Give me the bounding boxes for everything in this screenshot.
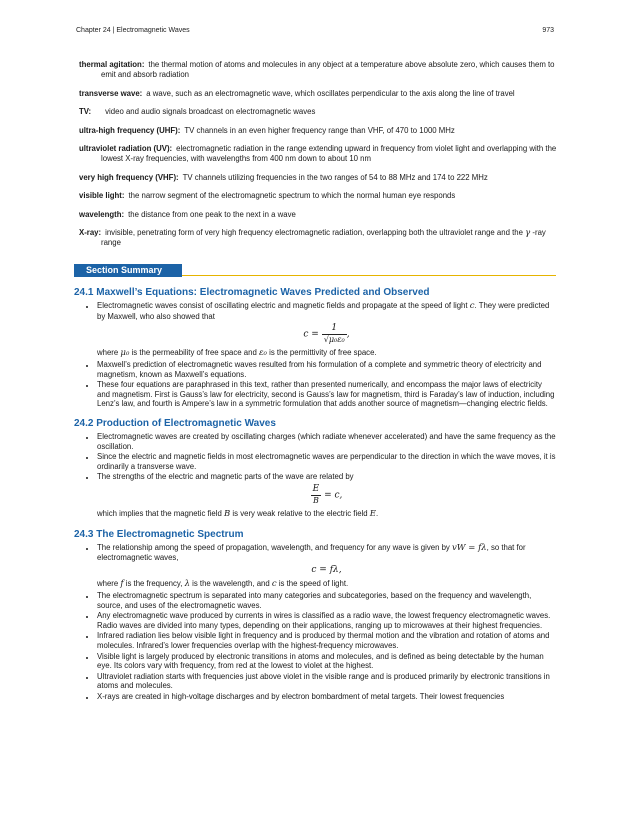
wavelength-symbol: λ [184, 579, 190, 590]
bullet-text: The strengths of the electric and magnetic parts of the wave are related by [97, 472, 354, 482]
page-header [76, 27, 554, 34]
list-item [96, 472, 556, 519]
equation-wave-relation: c = fλ, [311, 564, 342, 575]
glossary-term: wavelength: [79, 209, 125, 219]
glossary-definition: the distance from one peak to the next in a wave [128, 209, 296, 219]
equation-note [97, 579, 556, 590]
equation-tail: , [346, 329, 350, 340]
glossary-term: transverse wave: [79, 88, 143, 98]
list-item: • The electromagnetic spectrum is separated into many categories and subcategories, based on the frequency and wavelength, source, and uses of the electromagnetic waves. [96, 591, 556, 610]
bullet-text-tail: , so that for electromagnetic waves, [97, 542, 526, 563]
equation-note [97, 348, 556, 359]
note-text: is the permittivity of free space. [269, 348, 377, 358]
glossary-term: visible light: [79, 191, 125, 200]
glossary-definition: TV channels utilizing frequencies in the two ranges of 54 to 88 MHz and 174 to 222 MHz [182, 172, 488, 182]
glossary-term: very high frequency (VHF): [79, 172, 179, 182]
note-text: is the permeability of free space and [131, 348, 257, 358]
magnetic-field-symbol: B [223, 509, 231, 520]
note-text: . [376, 509, 379, 519]
bullet-list [74, 301, 556, 409]
list-item: • Ultraviolet radiation starts with frequencies just above violet in the visible range and is produced primarily by electronic transitions in atoms and molecules. [96, 672, 556, 691]
list-item: • Any electromagnetic wave produced by currents in wires is classified as a radio wave, the lowest frequency electromagnetic waves. Radio waves are divided into many types, depending on their applications, ranging up to microwaves at their highest frequencies. [96, 611, 556, 630]
glossary-definition-tail: -ray range [101, 228, 546, 247]
glossary-definition: video and audio signals broadcast on electromagnetic waves [105, 107, 316, 116]
equation-numerator: E [312, 483, 320, 494]
glossary-term: X-ray: [79, 228, 102, 237]
gamma-symbol: γ [525, 228, 531, 238]
chapter-title: Chapter 24 | Electromagnetic Waves [76, 27, 190, 34]
list-item: • Infrared radiation lies below visible light in frequency and is produced by thermal motion and the vibration and rotation of atoms and molecules. Infrared’s lower frequencies overlap with the highest-frequency microwaves. [96, 631, 556, 650]
note-text: where [97, 348, 119, 358]
subsection-title: 24.2 Production of Electromagnetic Waves [74, 417, 276, 429]
bullet-text-tail: . They were predicted by Maxwell, who also showed that [97, 301, 550, 321]
list-item [96, 543, 556, 590]
speed-of-light-symbol: c [469, 301, 475, 311]
section-summary-title: Section Summary [74, 264, 182, 277]
equation-numerator: 1 [322, 324, 347, 335]
list-item: • Visible light is largely produced by electronic transitions in atoms and molecules, and is defined as being detectable by the human eye. Its colors vary with frequency, from red at the lowest to violet at the highest. [96, 652, 556, 671]
glossary-entry [79, 144, 559, 164]
note-text: is very weak relative to the electric field [232, 509, 368, 519]
page-number: 973 [542, 27, 554, 34]
mu0-symbol: μ₀ [120, 348, 130, 359]
glossary-entry [79, 191, 559, 201]
glossary-term: thermal agitation: [79, 60, 145, 69]
equation-fraction [322, 324, 347, 344]
equation-note [97, 509, 556, 520]
electric-field-symbol: E [369, 509, 376, 520]
glossary-entry [79, 60, 559, 80]
note-text: is the speed of light. [278, 579, 349, 589]
note-text: where [97, 579, 119, 589]
list-item: • Electromagnetic waves are created by oscillating charges (which radiate whenever accelerated) and have the same frequency as the oscillation. [96, 432, 556, 451]
glossary-term: ultraviolet radiation (UV): [79, 144, 173, 153]
glossary-definition: the narrow segment of the electromagnetic spectrum to which the normal human eye responds [128, 191, 456, 200]
note-text: which implies that the magnetic field [97, 509, 222, 519]
subsection-title: 24.1 Maxwell’s Equations: Electromagnetic Waves Predicted and Observed [74, 287, 430, 298]
list-item: • These four equations are paraphrased in this text, rather than presented numerically, and encompass the major laws of electricity and magnetism. First is Gauss’s law for electricity, second is Gauss’s law for magnetism, third is Faraday’s law of induction, including Lenz’s law, and fourth is Ampere’s law in a symmetric formulation that adds another source of magnetism—changing electric fields. [96, 380, 556, 409]
subsection-title: 24.3 The Electromagnetic Spectrum [74, 528, 244, 540]
equation-denominator: √μ₀ε₀ [323, 334, 345, 344]
frequency-symbol: f [120, 579, 124, 590]
glossary-definition: invisible, penetrating form of very high frequency electromagnetic radiation, overlapping both the ultraviolet range and the [105, 228, 523, 237]
bullet-text: Electromagnetic waves consist of oscillating electric and magnetic fields and propagate at the speed of light [97, 301, 468, 310]
note-text: is the wavelength, and [192, 579, 270, 589]
section-summary-header [74, 264, 556, 277]
bullet-text: The relationship among the speed of propagation, wavelength, and frequency for any wave is given by [97, 542, 450, 552]
equation-field-ratio [97, 485, 556, 505]
glossary-definition: the thermal motion of atoms and molecules in any object at a temperature above absolute zero, which causes them to emit and absorb radiation [101, 60, 555, 79]
glossary-entry [79, 126, 559, 136]
section-summary [74, 287, 556, 703]
glossary-list [79, 60, 559, 257]
section-rule [182, 275, 556, 277]
list-item [96, 301, 556, 359]
glossary-definition: a wave, such as an electromagnetic wave, which oscillates perpendicular to the axis along the line of travel [146, 88, 515, 98]
list-item: • X-rays are created in high-voltage discharges and by electron bombardment of metal targets. Their lowest frequencies [96, 692, 556, 702]
equation-tail: = c, [324, 490, 343, 501]
bullet-list [74, 543, 556, 702]
speed-of-light-symbol: c [271, 579, 277, 590]
glossary-term: ultra-high frequency (UHF): [79, 125, 181, 135]
epsilon0-symbol: ε₀ [258, 348, 267, 359]
glossary-entry [79, 107, 559, 117]
list-item: • Since the electric and magnetic fields in most electromagnetic waves are perpendicular to the direction in which the wave moves, it is ordinarily a transverse wave. [96, 452, 556, 471]
equation-lhs: c = [303, 329, 319, 340]
equation-denominator: B [312, 495, 319, 505]
equation-fraction [311, 485, 322, 505]
list-item: • Maxwell’s prediction of electromagnetic waves resulted from his formulation of a complete and symmetric theory of electricity and magnetism, known as Maxwell’s equations. [96, 360, 556, 379]
note-text: is the frequency, [125, 579, 183, 589]
glossary-entry [79, 89, 559, 99]
glossary-term: TV: [79, 107, 92, 116]
glossary-entry [79, 210, 559, 220]
wave-equation-inline: vW = fλ [452, 542, 487, 553]
equation-speed-of-light [97, 324, 556, 344]
glossary-definition: electromagnetic radiation in the range extending upward in frequency from violet light and overlapping with the lowest X-ray frequencies, with wavelengths from 400 nm down to about 10 nm [101, 144, 557, 163]
glossary-entry [79, 173, 559, 183]
glossary-definition: TV channels in an even higher frequency range than VHF, of 470 to 1000 MHz [184, 125, 455, 135]
bullet-list [74, 432, 556, 520]
glossary-entry [79, 228, 559, 248]
